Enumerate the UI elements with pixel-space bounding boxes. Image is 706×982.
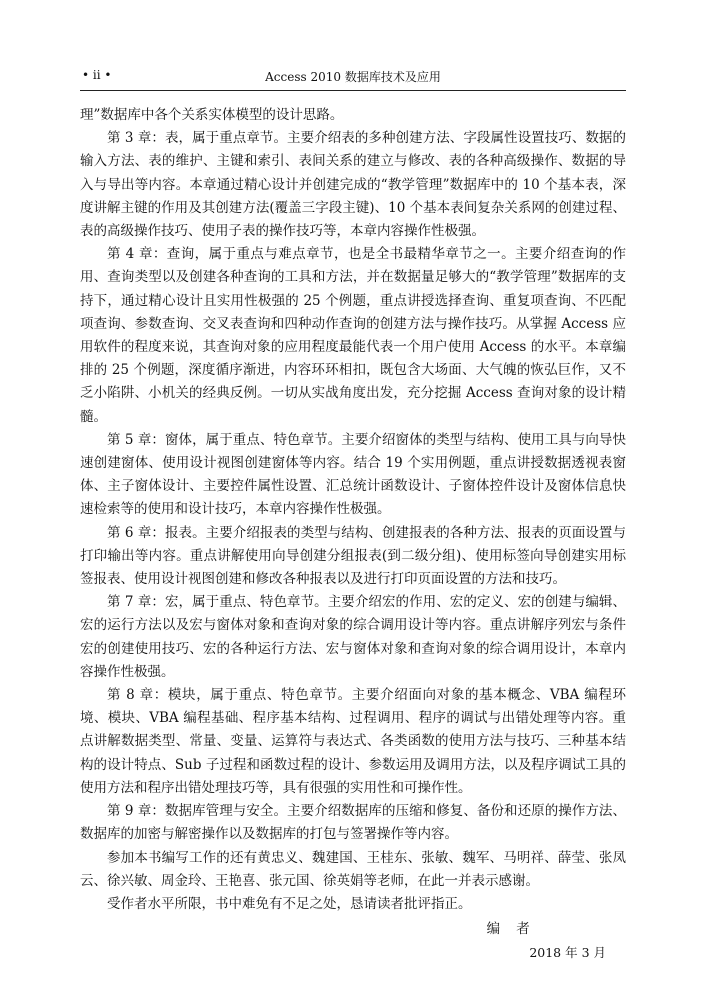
signature: 编者 [486, 921, 546, 938]
paragraph-acknowledgements: 参加本书编写工作的还有黄忠义、魏建国、王桂东、张敏、魏军、马明祥、薛莹、张凤云、徐兴敏、周金玲、王艳喜、张元国、徐英娟等老师，在此一并表示感谢。 [80, 849, 626, 889]
paragraph-chapter-5: 第 5 章：窗体，属于重点、特色章节。主要介绍窗体的类型与结构、使用工具与向导快速创建窗体、使用设计视图创建窗体等内容。结合 19 个实用例题，重点讲授数据透视表窗体、主子窗体设计、主要控件属性设置、汇总统计函数设计、子窗体控件设计及窗体信息快速检索等的使用和设计技巧，本章内容操作性极强。 [80, 431, 626, 518]
paragraph-disclaimer: 受作者水平所限，书中难免有不足之处，恳请读者批评指正。 [107, 895, 472, 912]
page-number: • ii • [82, 68, 112, 82]
header-divider [80, 90, 626, 91]
body-text [80, 104, 626, 965]
paragraph-chapter-4: 第 4 章：查询，属于重点与难点章节，也是全书最精华章节之一。主要介绍查询的作用、查询类型以及创建各种查询的工具和方法，并在数据量足够大的“教学管理”数据库的支持下，通过精心设计且实用性极强的 25 个例题，重点讲授选择查询、重复项查询、不匹配项查询、参数查询、交叉表查询和四种动作查询的创建方法与操作技巧。从掌握 Access 应用软件的程度来说，其查询对象的应用程度最能代表一个用户使用 Access 的水平。本章编排的 25 个例题，深度循序渐进，内容环环相扣，既包含大场面、大气魄的恢弘巨作，又不乏小陷阱、小机关的经典反例。一切从实战角度出发，充分挖掘 Access 查询对象的设计精髓。 [80, 246, 626, 425]
paragraph-continuation: 理”数据库中各个关系实体模型的设计思路。 [80, 107, 344, 123]
page-header [80, 68, 626, 88]
running-title: Access 2010 数据库技术及应用 [265, 70, 441, 84]
paragraph-chapter-8: 第 8 章：模块，属于重点、特色章节。主要介绍面向对象的基本概念、VBA 编程环境、模块、VBA 编程基础、程序基本结构、过程调用、程序的调试与出错处理等内容。重点讲解数据类型、常量、变量、运算符与表达式、各类函数的使用方法与技巧、三种基本结构的设计特点、Sub 子过程和函数过程的设计、参数运用及调用方法，以及程序调试工具的使用方法和程序出错处理技巧等，具有很强的实用性和可操作性。 [80, 687, 626, 796]
paragraph-chapter-3: 第 3 章：表，属于重点章节。主要介绍表的多种创建方法、字段属性设置技巧、数据的输入方法、表的维护、主键和索引、表间关系的建立与修改、表的各种高级操作、数据的导入与导出等内容。本章通过精心设计并创建完成的“教学管理”数据库中的 10 个基本表，深度讲解主键的作用及其创建方法(覆盖三字段主键)、10 个基本表间复杂关系网的创建过程、表的高级操作技巧、使用子表的操作技巧等，本章内容操作性极强。 [80, 130, 626, 240]
date: 2018 年 3 月 [529, 945, 606, 961]
paragraph-chapter-9: 第 9 章：数据库管理与安全。主要介绍数据库的压缩和修复、备份和还原的操作方法、数据库的加密与解密操作以及数据库的打包与签署操作等内容。 [80, 803, 626, 843]
signature-line [80, 918, 626, 941]
paragraph-chapter-7: 第 7 章：宏，属于重点、特色章节。主要介绍宏的作用、宏的定义、宏的创建与编辑、宏的运行方法以及宏与窗体对象和查询对象的综合调用设计等内容。重点讲解序列宏与条件宏的创建使用技巧、宏的各种运行方法、宏与窗体对象和查询对象的综合调用设计，本章内容操作性极强。 [80, 594, 626, 680]
paragraph-chapter-6: 第 6 章：报表。主要介绍报表的类型与结构、创建报表的各种方法、报表的页面设置与打印输出等内容。重点讲解使用向导创建分组报表(到二级分组)、使用标签向导创建实用标签报表、使用设计视图创建和修改各种报表以及进行打印页面设置的方法和技巧。 [80, 524, 626, 588]
